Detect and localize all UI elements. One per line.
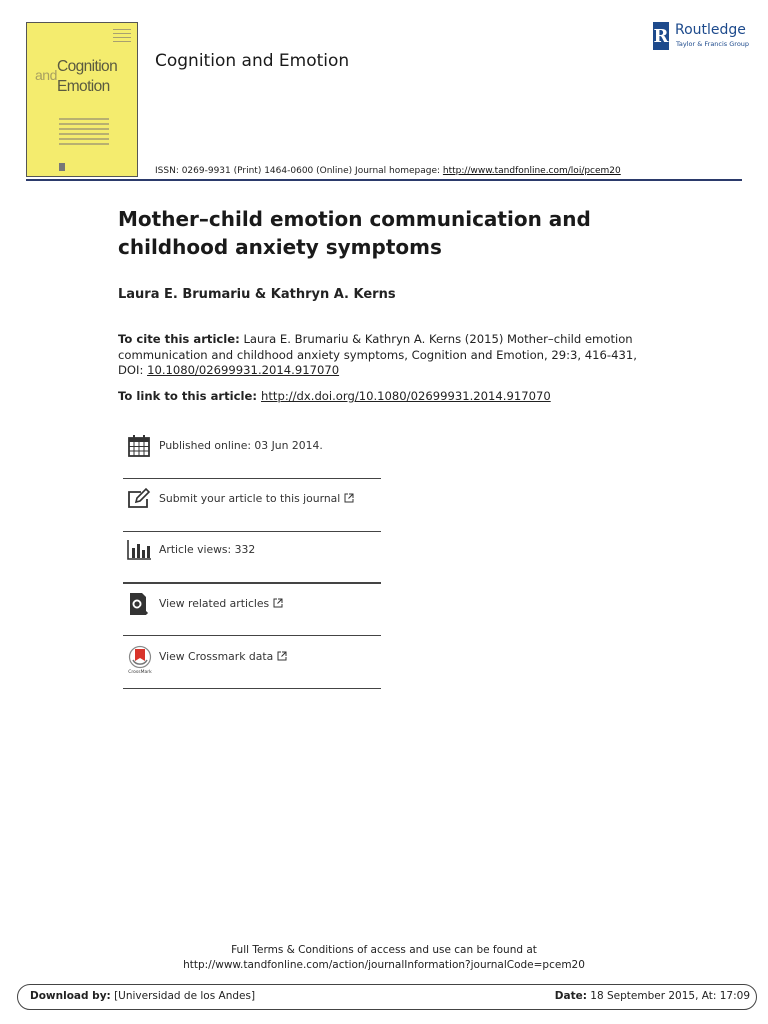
download-info-bar bbox=[17, 984, 757, 1010]
journal-cover-image bbox=[26, 22, 138, 177]
bar-chart-icon bbox=[127, 538, 151, 562]
edit-icon bbox=[127, 487, 151, 511]
crossmark-link[interactable]: View Crossmark data bbox=[159, 650, 287, 663]
journal-name: Cognition and Emotion bbox=[155, 51, 350, 71]
search-document-icon bbox=[127, 592, 151, 616]
submit-article-link[interactable]: Submit your article to this journal bbox=[159, 492, 354, 505]
related-articles-row[interactable] bbox=[123, 592, 381, 632]
cite-label: To cite this article: bbox=[118, 332, 240, 346]
header-divider bbox=[26, 179, 742, 181]
crossmark-logo-text: CrossMark bbox=[128, 670, 152, 675]
terms-notice bbox=[0, 943, 768, 973]
journal-homepage-link[interactable]: http://www.tandfonline.com/loi/pcem20 bbox=[442, 166, 621, 176]
crossmark-row[interactable] bbox=[123, 645, 381, 685]
published-online-label: Published online: 03 Jun 2014. bbox=[159, 439, 323, 452]
publisher-name: Routledge bbox=[675, 22, 746, 38]
related-articles-link[interactable]: View related articles bbox=[159, 597, 283, 610]
row-divider bbox=[123, 478, 381, 479]
download-date: Date: 18 September 2015, At: 17:09 bbox=[554, 990, 750, 1002]
article-views-label: Article views: 332 bbox=[159, 543, 256, 556]
terms-line: Full Terms & Conditions of access and use can be found at bbox=[231, 944, 537, 956]
terms-url-link[interactable]: http://www.tandfonline.com/action/journalInformation?journalCode=pcem20 bbox=[183, 959, 585, 971]
row-divider bbox=[123, 688, 381, 689]
issn-line bbox=[155, 166, 621, 176]
cite-text: Laura E. Brumariu & Kathryn A. Kerns (2015) Mother–child emotion communication and childhood anxiety symptoms, Cognition and Emotion, 29:3, 416-431, DOI: bbox=[118, 332, 637, 377]
publisher-group: Taylor & Francis Group bbox=[676, 40, 750, 48]
published-online-row bbox=[123, 434, 381, 474]
crossmark-icon bbox=[127, 645, 153, 675]
article-doi-url-link[interactable]: http://dx.doi.org/10.1080/02699931.2014.917070 bbox=[261, 389, 551, 403]
calendar-icon bbox=[127, 434, 151, 458]
article-title: Mother–child emotion communication and childhood anxiety symptoms bbox=[118, 207, 591, 259]
article-link-block bbox=[118, 389, 551, 403]
external-link-icon bbox=[273, 598, 283, 608]
cover-text-lines bbox=[59, 118, 109, 148]
svg-text:R: R bbox=[653, 26, 669, 47]
cover-decoration bbox=[113, 29, 131, 45]
article-views-row bbox=[123, 538, 381, 578]
doi-link[interactable]: 10.1080/02699931.2014.917070 bbox=[147, 363, 340, 377]
cover-title: Cognition Emotion bbox=[57, 58, 118, 95]
row-divider bbox=[123, 635, 381, 636]
citation-block bbox=[118, 332, 658, 379]
link-label: To link to this article: bbox=[118, 389, 262, 403]
cover-publisher-logo bbox=[59, 163, 65, 171]
article-authors: Laura E. Brumariu & Kathryn A. Kerns bbox=[118, 287, 396, 302]
submit-article-row[interactable] bbox=[123, 487, 381, 527]
publisher-logo[interactable] bbox=[653, 22, 753, 52]
issn-text: ISSN: 0269-9931 (Print) 1464-0600 (Online) Journal homepage: bbox=[155, 166, 443, 176]
cover-and-text: and bbox=[35, 67, 57, 83]
download-by: Download by: [Universidad de los Andes] bbox=[30, 990, 256, 1002]
row-divider bbox=[123, 582, 381, 584]
routledge-r-icon bbox=[653, 22, 671, 50]
external-link-icon bbox=[344, 493, 354, 503]
external-link-icon bbox=[277, 651, 287, 661]
row-divider bbox=[123, 531, 381, 532]
